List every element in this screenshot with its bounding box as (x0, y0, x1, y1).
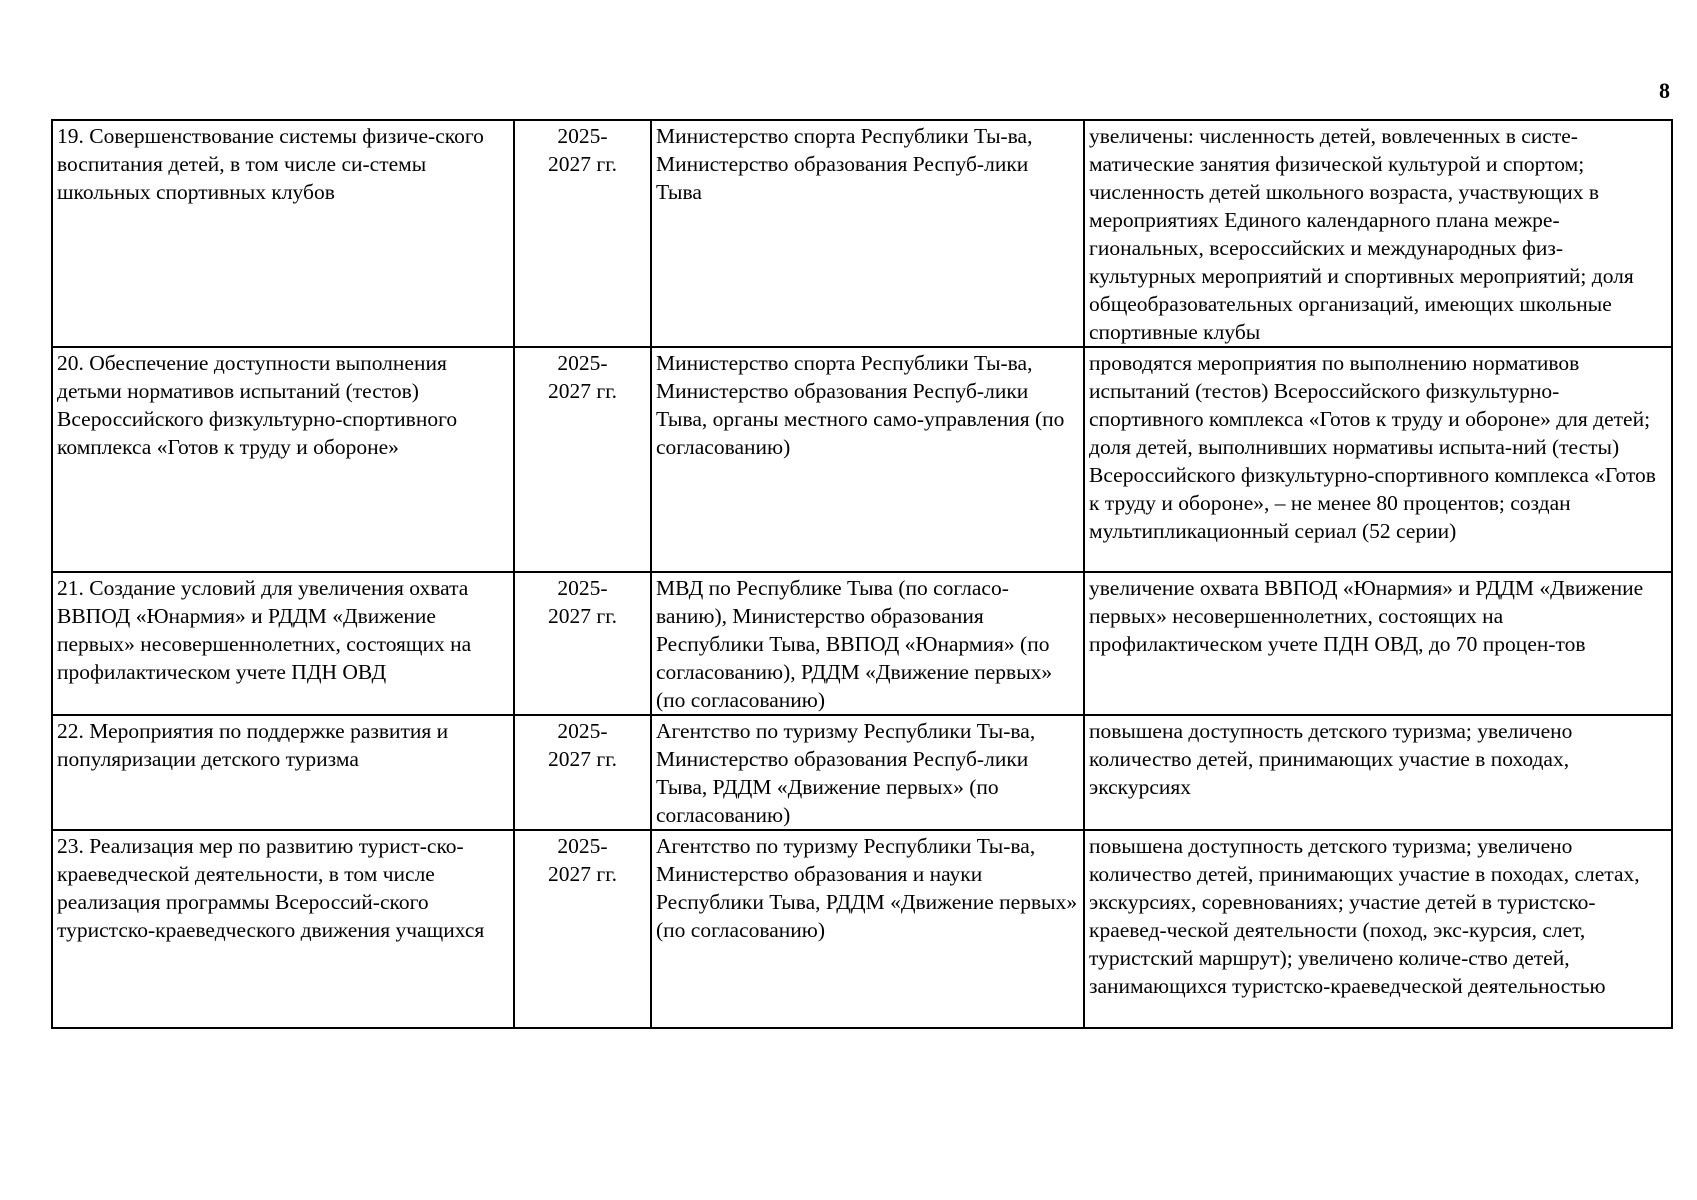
result-cell: повышена доступность детского туризма; увеличено количество детей, принимающих участие в походах, экскурсиях (1084, 715, 1672, 830)
period-start: 2025- (557, 124, 608, 148)
result-cell: увеличение охвата ВВПОД «Юнармия» и РДДМ «Движение первых» несовершеннолетних, состоящих на профилактическом учете ПДН ОВД, до 70 процен-тов (1084, 572, 1672, 715)
page-number: 8 (1659, 78, 1670, 103)
period-cell (514, 120, 651, 347)
event-cell: 21. Создание условий для увеличения охвата ВВПОД «Юнармия» и РДДМ «Движение первых» несовершеннолетних, состоящих на профилактическом учете ПДН ОВД (52, 572, 514, 715)
period-end: 2027 гг. (548, 604, 617, 628)
period-start: 2025- (557, 719, 608, 743)
period-end: 2027 гг. (548, 747, 617, 771)
responsible-cell: Агентство по туризму Республики Ты-ва, Министерство образования Респуб-лики Тыва, РДДМ «Движение первых» (по согласованию) (651, 715, 1084, 830)
period-cell (514, 572, 651, 715)
period-start: 2025- (557, 576, 608, 600)
responsible-cell: Министерство спорта Республики Ты-ва, Министерство образования Респуб-лики Тыва (651, 120, 1084, 347)
table-row (52, 715, 1672, 830)
event-cell: 22. Мероприятия по поддержке развития и популяризации детского туризма (52, 715, 514, 830)
table-row (52, 830, 1672, 1028)
period-cell (514, 347, 651, 572)
event-cell: 23. Реализация мер по развитию турист-ско-краеведческой деятельности, в том числе реализация программы Всероссий-ского туристско-краеведческого движения учащихся (52, 830, 514, 1028)
period-end: 2027 гг. (548, 379, 617, 403)
period-end: 2027 гг. (548, 862, 617, 886)
event-cell: 20. Обеспечение доступности выполнения детьми нормативов испытаний (тестов) Всероссийского физкультурно-спортивного комплекса «Готов к труду и обороне» (52, 347, 514, 572)
period-start: 2025- (557, 351, 608, 375)
responsible-cell: Министерство спорта Республики Ты-ва, Министерство образования Респуб-лики Тыва, органы местного само-управления (по согласованию) (651, 347, 1084, 572)
plan-table (51, 119, 1673, 1029)
result-cell: повышена доступность детского туризма; увеличено количество детей, принимающих участие в походах, слетах, экскурсиях, соревнованиях; участие детей в туристско-краевед-ческой деятельности (поход, экс-курсия, слет, туристский маршрут); увеличено количе-ство детей, занимающихся туристско-краеведческой деятельностью (1084, 830, 1672, 1028)
result-cell: увеличены: численность детей, вовлеченных в систе-матические занятия физической культурой и спортом; численность детей школьного возраста, участвующих в мероприятиях Единого календарного плана межре-гиональных, всероссийских и международных физ-культурных мероприятий и спортивных мероприятий; доля общеобразовательных организаций, имеющих школьные спортивные клубы (1084, 120, 1672, 347)
table-row (52, 347, 1672, 572)
period-cell (514, 715, 651, 830)
period-end: 2027 гг. (548, 152, 617, 176)
table-row (52, 120, 1672, 347)
table-row (52, 572, 1672, 715)
result-cell: проводятся мероприятия по выполнению нормативов испытаний (тестов) Всероссийского физкультурно-спортивного комплекса «Готов к труду и обороне» для детей; доля детей, выполнивших нормативы испыта-ний (тесты) Всероссийского физкультурно-спортивного комплекса «Готов к труду и обороне», – не менее 80 процентов; создан мультипликационный сериал (52 серии) (1084, 347, 1672, 572)
event-cell: 19. Совершенствование системы физиче-ского воспитания детей, в том числе си-стемы школьных спортивных клубов (52, 120, 514, 347)
period-start: 2025- (557, 834, 608, 858)
responsible-cell: Агентство по туризму Республики Ты-ва, Министерство образования и науки Республики Тыва, РДДМ «Движение первых» (по согласованию) (651, 830, 1084, 1028)
period-cell (514, 830, 651, 1028)
responsible-cell: МВД по Республике Тыва (по согласо-ванию), Министерство образования Республики Тыва, ВВПОД «Юнармия» (по согласованию), РДДМ «Движение первых» (по согласованию) (651, 572, 1084, 715)
